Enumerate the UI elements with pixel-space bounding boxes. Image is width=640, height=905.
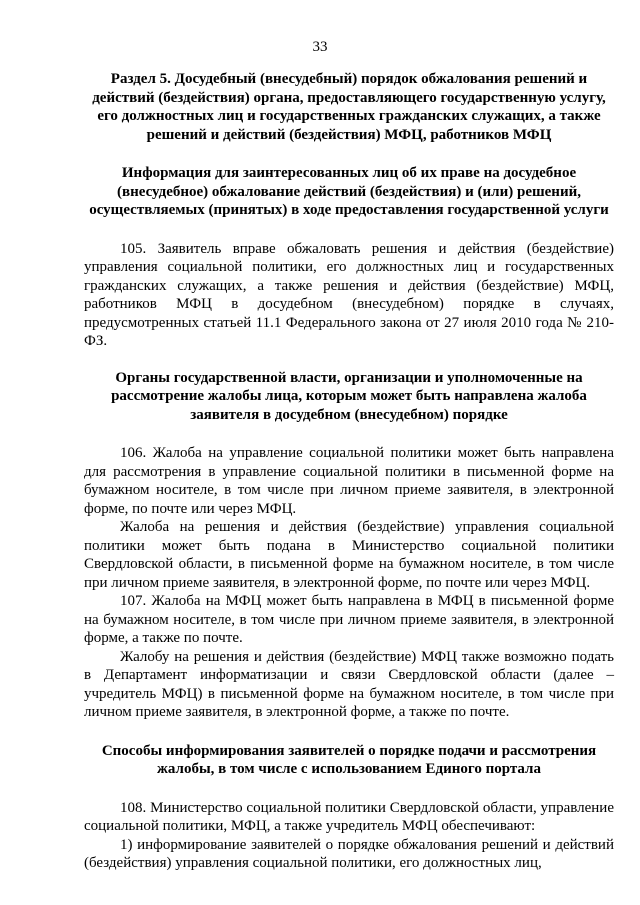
subsection-heading-rights-info: Информация для заинтересованных лиц об их праве на досудебное (внесудебное) обжалование действий (бездействия) и (или) решений, осуществляемых (принятых) в ходе предоставления государственной услуги	[89, 165, 609, 218]
paragraph-105: 105. Заявитель вправе обжаловать решения и действия (бездействие) управления социальной политики, его должностных лиц и государственных гражданских служащих, а также решения и действия (бездействие) МФЦ, работников МФЦ в досудебном (внесудебном) порядке в случаях, предусмотренных статьей 11.1 Федерального закона от 27 июля 2010 года № 210-ФЗ.	[84, 240, 614, 349]
subsection-heading-informing-methods: Способы информирования заявителей о порядке подачи и рассмотрения жалобы, в том числе с использованием Единого портала	[101, 742, 597, 777]
page-number: 33	[312, 39, 328, 55]
paragraph-108-item-1: 1) информирование заявителей о порядке обжалования решений и действий (бездействия) управления социальной политики, его должностных лиц,	[84, 836, 614, 871]
paragraph-107-cont: Жалобу на решения и действия (бездействие) МФЦ также возможно подать в Департамент информатизации и связи Свердловской области (далее – учредитель МФЦ) в письменной форме на бумажном носителе, в том числе при личном приеме заявителя, в электронной форме, а также по почте.	[84, 648, 614, 720]
paragraph-108: 108. Министерство социальной политики Свердловской области, управление социальной политики, МФЦ, а также учредитель МФЦ обеспечивают:	[84, 799, 614, 834]
section-title: Раздел 5. Досудебный (внесудебный) порядок обжалования решений и действий (бездействия) органа, предоставляющего государственную услугу, его должностных лиц и государственных гражданских служащих, а также решений и действий (бездействия) МФЦ, работников МФЦ	[92, 71, 606, 143]
paragraph-106-cont: Жалоба на решения и действия (бездействие) управления социальной политики может быть подана в Министерство социальной политики Свердловской области, в письменной форме на бумажном носителе, в том числе при личном приеме заявителя, в электронной форме, по почте или через МФЦ.	[84, 519, 614, 591]
subsection-heading-complaint-bodies: Органы государственной власти, организации и уполномоченные на рассмотрение жалобы лица, которым может быть направлена жалоба заявителя в досудебном (внесудебном) порядке	[111, 369, 587, 423]
paragraph-106: 106. Жалоба на управление социальной политики может быть направлена для рассмотрения в управление социальной политики в письменной форме на бумажном носителе, в том числе при личном приеме заявителя, в электронной форме, по почте или через МФЦ.	[84, 445, 614, 517]
paragraph-107: 107. Жалоба на МФЦ может быть направлена в МФЦ в письменной форме на бумажном носителе, в том числе при личном приеме заявителя, в электронной форме, а также по почте.	[84, 593, 614, 646]
page-content	[84, 70, 614, 873]
